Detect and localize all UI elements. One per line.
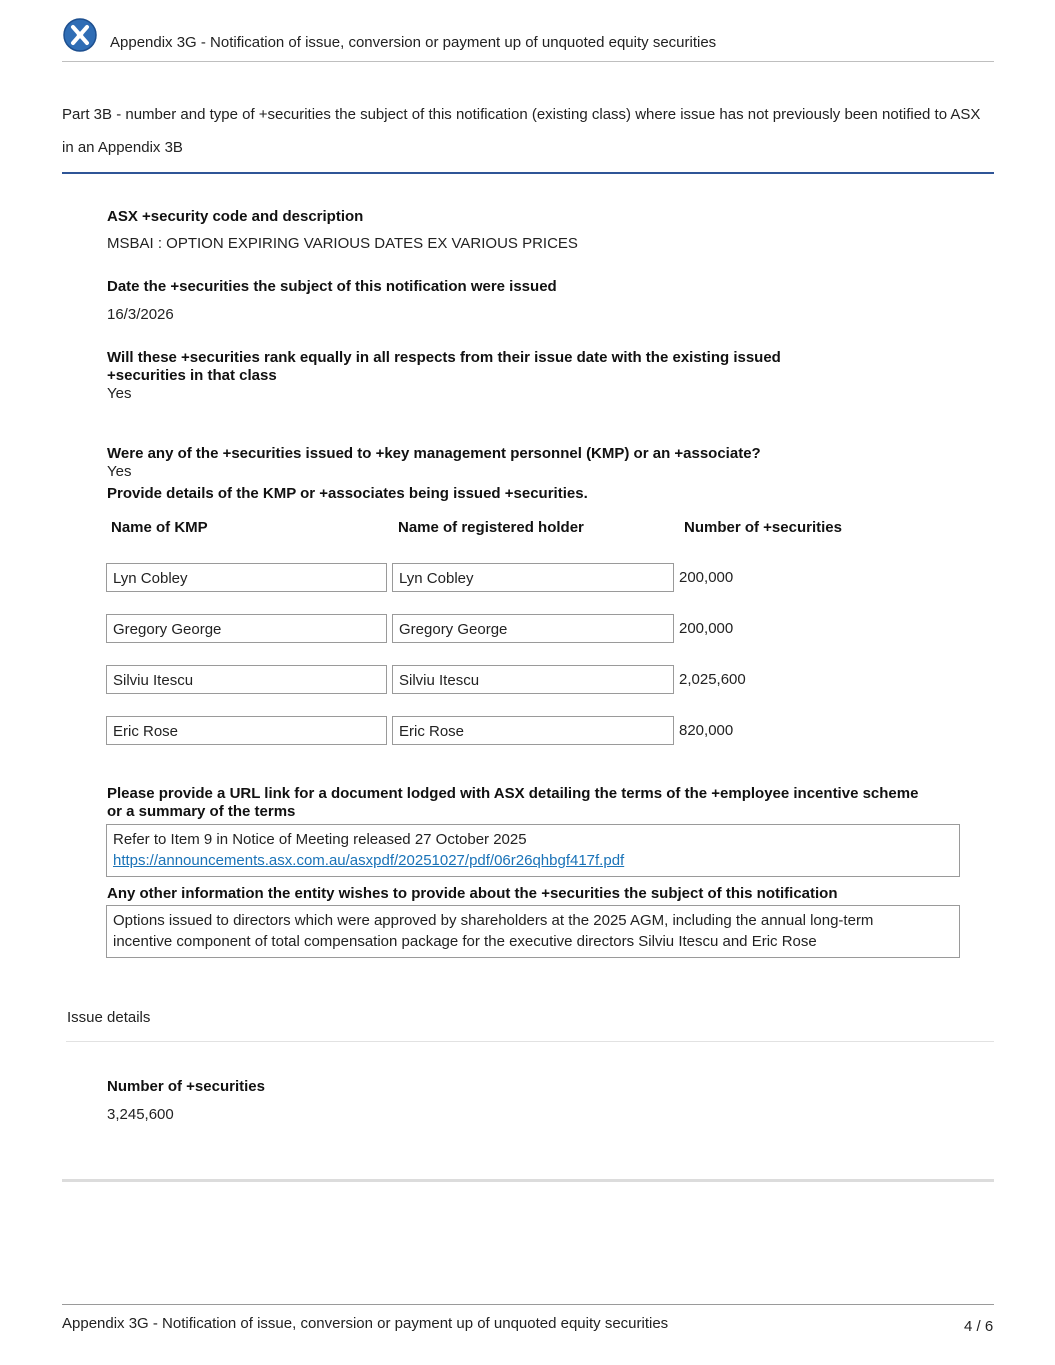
part-heading: Part 3B - number and type of +securities the subject of this notification (existing class) where issue has not previously been notified to ASX in an Appendix 3B xyxy=(62,106,981,156)
kmp-column-header: Name of KMP xyxy=(111,519,208,536)
rank-equally-value: Yes xyxy=(107,385,132,402)
holder-name-cell: Lyn Cobley xyxy=(392,563,674,592)
kmp-name-cell: Eric Rose xyxy=(106,716,387,745)
asx-logo-icon xyxy=(63,18,97,52)
rank-equally-label-line2: +securities in that class xyxy=(107,367,277,384)
rank-equally-label-line1: Will these +securities rank equally in all respects from their issue date with the existing issued xyxy=(107,349,781,366)
url-description-text: Refer to Item 9 in Notice of Meeting released 27 October 2025 xyxy=(113,831,527,848)
url-label-line1: Please provide a URL link for a document lodged with ASX detailing the terms of the +employee incentive scheme xyxy=(107,785,919,802)
securities-number-cell: 200,000 xyxy=(679,620,734,637)
issue-details-heading: Issue details xyxy=(67,1009,151,1026)
header-divider xyxy=(62,61,994,62)
holder-name-cell: Gregory George xyxy=(392,614,674,643)
issue-details-divider xyxy=(66,1041,994,1042)
other-info-line1: Options issued to directors which were approved by shareholders at the 2025 AGM, including the annual long-term xyxy=(113,912,874,929)
kmp-name-cell: Gregory George xyxy=(106,614,387,643)
header-title: Appendix 3G - Notification of issue, conversion or payment up of unquoted equity securities xyxy=(110,34,717,51)
number-securities-label: Number of +securities xyxy=(107,1078,265,1095)
part-divider xyxy=(62,172,994,174)
security-code-value: MSBAI : OPTION EXPIRING VARIOUS DATES EX VARIOUS PRICES xyxy=(107,235,578,252)
section-end-divider xyxy=(62,1179,994,1182)
security-code-label: ASX +security code and description xyxy=(107,208,364,225)
securities-number-cell: 2,025,600 xyxy=(679,671,746,688)
securities-number-cell: 820,000 xyxy=(679,722,734,739)
issue-date-label: Date the +securities the subject of this notification were issued xyxy=(107,278,557,295)
url-box xyxy=(106,824,960,877)
other-info-box xyxy=(106,905,960,958)
kmp-details-label: Provide details of the KMP or +associates being issued +securities. xyxy=(107,485,588,502)
issue-date-value: 16/3/2026 xyxy=(107,306,174,323)
terms-document-link[interactable]: https://announcements.asx.com.au/asxpdf/20251027/pdf/06r26qhbgf417f.pdf xyxy=(113,852,625,869)
securities-number-cell: 200,000 xyxy=(679,569,734,586)
url-label-line2: or a summary of the terms xyxy=(107,803,296,820)
other-info-label: Any other information the entity wishes to provide about the +securities the subject of this notification xyxy=(107,885,838,902)
footer-divider xyxy=(62,1304,994,1305)
other-info-line2: incentive component of total compensation package for the executive directors Silviu Itescu and Eric Rose xyxy=(113,933,817,950)
kmp-issued-label: Were any of the +securities issued to +key management personnel (KMP) or an +associate? xyxy=(107,445,761,462)
number-column-header: Number of +securities xyxy=(684,519,842,536)
holder-column-header: Name of registered holder xyxy=(398,519,584,536)
page-number: 4 / 6 xyxy=(964,1318,994,1335)
holder-name-cell: Silviu Itescu xyxy=(392,665,674,694)
kmp-issued-value: Yes xyxy=(107,463,132,480)
kmp-name-cell: Silviu Itescu xyxy=(106,665,387,694)
number-securities-value: 3,245,600 xyxy=(107,1106,174,1123)
footer-title: Appendix 3G - Notification of issue, conversion or payment up of unquoted equity securities xyxy=(62,1315,669,1332)
kmp-name-cell: Lyn Cobley xyxy=(106,563,387,592)
holder-name-cell: Eric Rose xyxy=(392,716,674,745)
